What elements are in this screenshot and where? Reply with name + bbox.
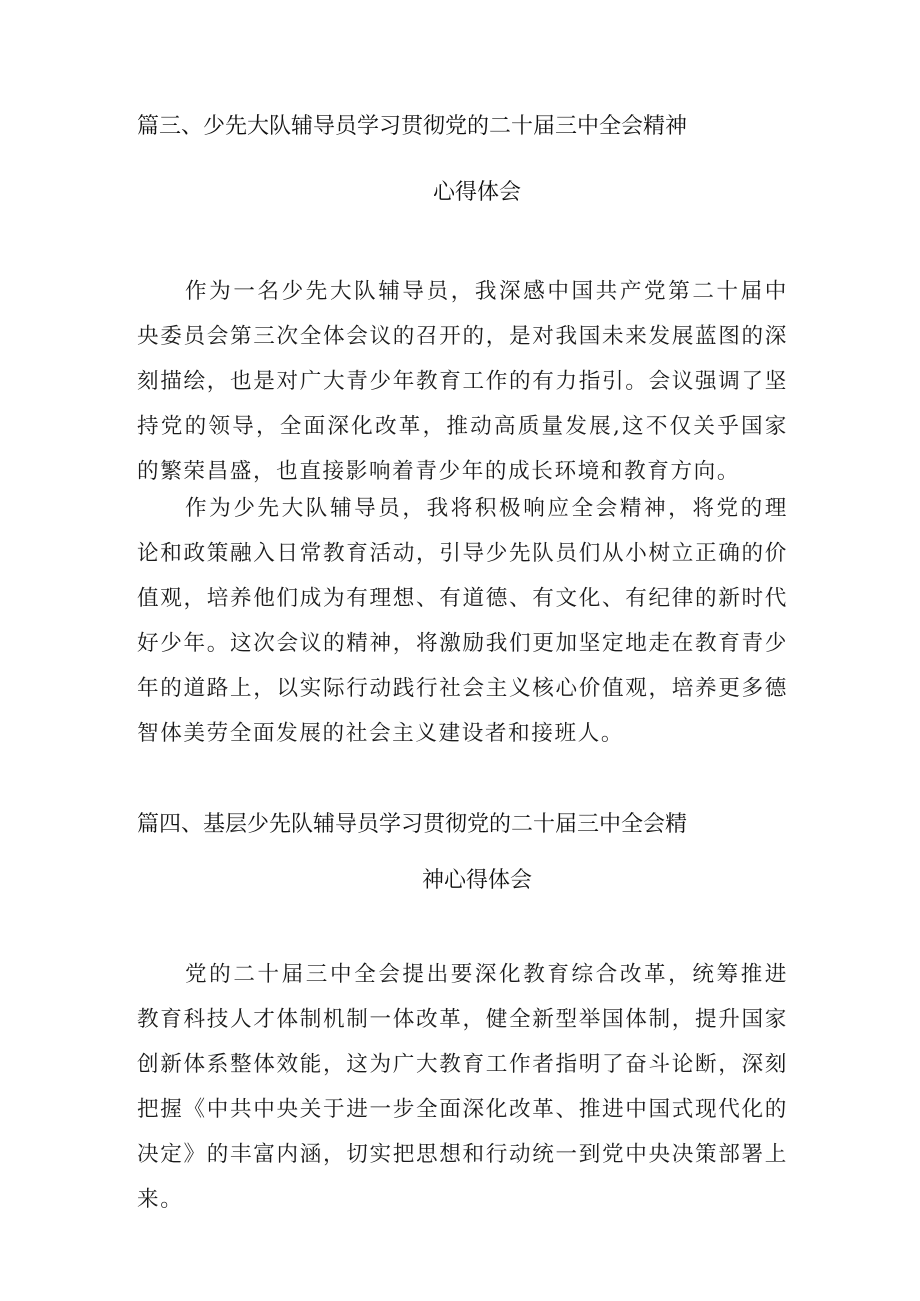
section4-title-line2: 神心得体会 — [421, 868, 532, 893]
section3-title-line2: 心得体会 — [432, 180, 521, 205]
section4-paragraph-1: 党的二十届三中全会提出要深化教育综合改革，统筹推进教育科技人才体制机制一体改革，健全新型举国体制，提升国家创新体系整体效能，这为广大教育工作者指明了奋斗论断，深刻把握《中共中央关于进一步全面深化改革、推进中国式现代化的决定》的丰富内涵，切实把思想和行动统一到党中央决策部署上来。 — [137, 962, 788, 1212]
section3-title-line1: 篇三、少先大队辅导员学习贯彻党的二十届三中全会精神 — [137, 114, 688, 139]
section3-paragraph-1: 作为一名少先大队辅导员，我深感中国共产党第二十届中央委员会第三次全体会议的召开的，是对我国未来发展蓝图的深刻描绘，也是对广大青少年教育工作的有力指引。会议强调了坚持党的领导，全面深化改革，推动高质量发展,这不仅关乎国家的繁荣昌盛，也直接影响着青少年的成长环境和教育方向。 — [137, 279, 788, 484]
section3-paragraph-2: 作为少先大队辅导员，我将积极响应全会精神，将党的理论和政策融入日常教育活动，引导少先队员们从小树立正确的价值观，培养他们成为有理想、有道德、有文化、有纪律的新时代好少年。这次会议的精神，将激励我们更加坚定地走在教育青少年的道路上，以实际行动践行社会主义核心价值观，培养更多德智体美劳全面发展的社会主义建设者和接班人。 — [137, 496, 788, 746]
section4-title-line1: 篇四、基层少先队辅导员学习贯彻党的二十届三中全会精 — [137, 812, 688, 837]
